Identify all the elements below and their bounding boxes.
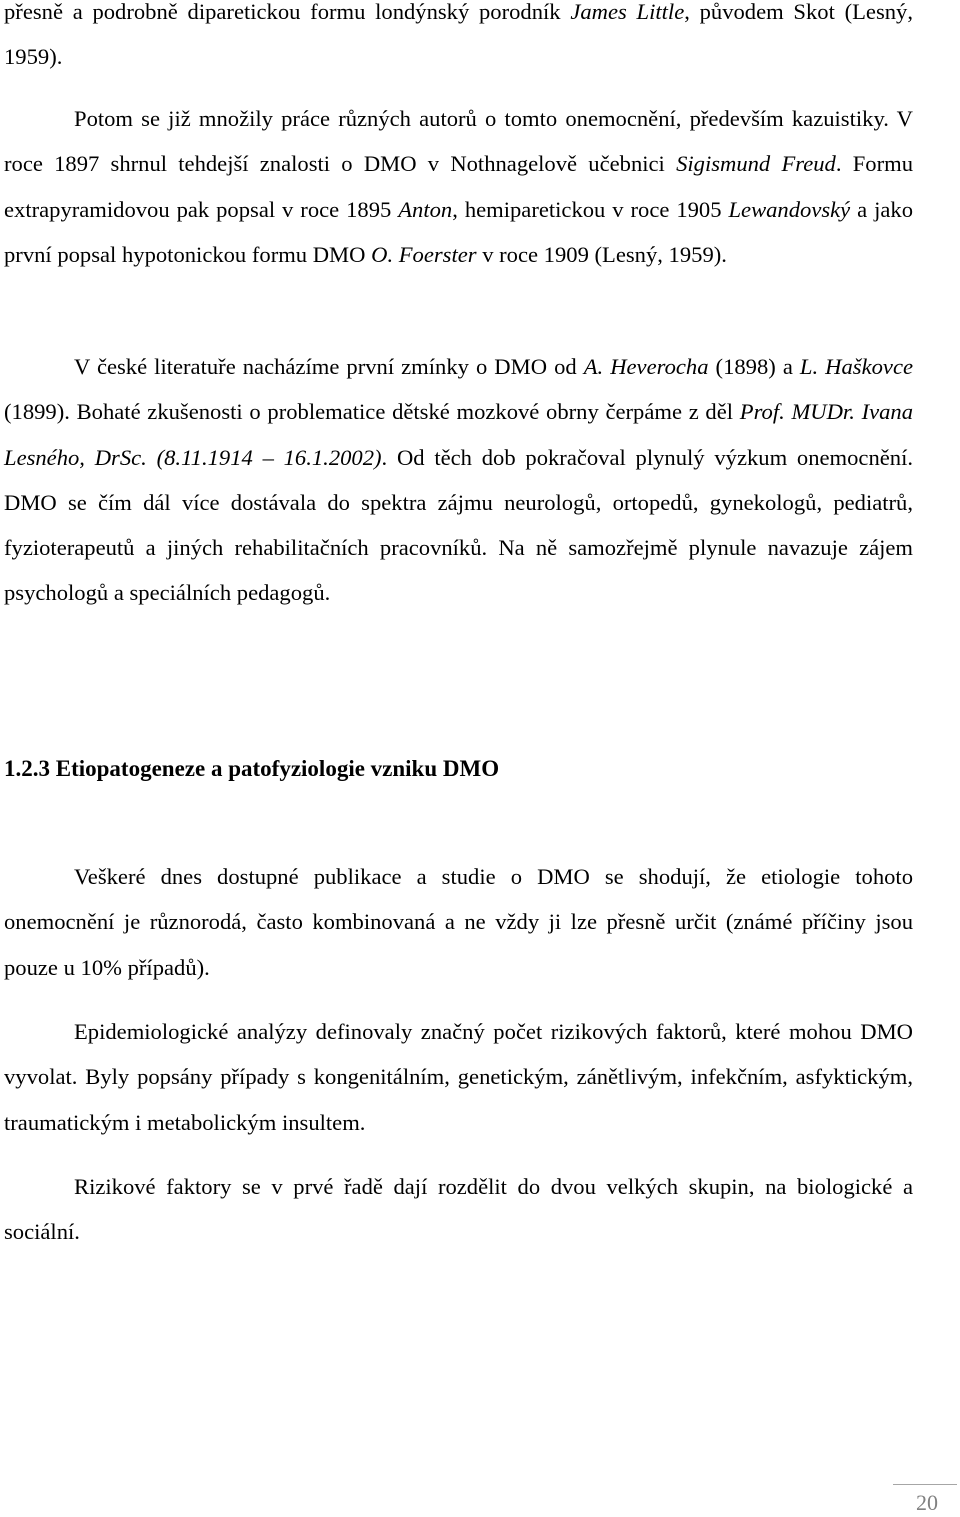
footer-divider	[893, 1484, 957, 1485]
paragraph-little-origin	[4, 0, 913, 80]
paragraph-czech-literature	[4, 344, 913, 616]
text-run: (1898) a	[708, 354, 800, 379]
section-heading: 1.2.3 Etiopatogeneze a patofyziologie vzniku DMO	[4, 756, 500, 781]
italic-text-run: Lewandovský	[728, 196, 851, 222]
italic-text-run: Sigismund Freud	[676, 151, 836, 177]
text-run: V české literatuře nacházíme první zmínky o DMO od	[74, 354, 584, 379]
text-run: přesně a podrobně diparetickou formu londýnský porodník	[4, 0, 571, 24]
text-run: Rizikové faktory se v prvé řadě dají rozdělit do dvou velkých skupin, na biologické a sociální.	[4, 1174, 913, 1245]
text-run: Epidemiologické analýzy definovaly značný počet rizikových faktorů, které mohou DMO vyvolat. Byly popsány případy s kongenitálním, genetickým, zánětlivým, infekčním, asfyktickým, traumatickým i metabolickým insultem.	[4, 1019, 913, 1135]
text-run: v roce 1909 (Lesný, 1959).	[476, 241, 727, 267]
text-run: Potom se již množily práce různých autorů o tomto onemocnění, především kazuistiky. V roce 1897 shrnul tehdejší znalosti o DMO v Nothnagelově učebnici	[4, 106, 913, 177]
page-number: 20	[916, 1490, 938, 1515]
text-run: (1899). Bohaté zkušenosti o problematice dětské mozkové obrny čerpáme z děl	[4, 399, 740, 425]
text-run: , původem Skot (Lesný, 1959).	[4, 0, 913, 70]
italic-text-run: L. Haškovce	[799, 354, 913, 379]
text-run: Veškeré dnes dostupné publikace a studie o DMO se shodují, že etiologie tohoto onemocnění je různorodá, často kombinovaná a ne vždy ji lze přesně určit (známé příčiny jsou pouze u 10% případů).	[4, 864, 913, 980]
italic-text-run: A. Heverocha	[583, 354, 709, 379]
italic-text-run: Prof. MUDr. Ivana Lesného, DrSc. (8.11.1914 – 16.1.2002)	[4, 399, 914, 470]
italic-text-run: Anton	[398, 196, 453, 222]
paragraph-epidemiology	[4, 1009, 913, 1145]
text-run: . Formu extrapyramidovou pak popsal v roce 1895	[4, 151, 913, 222]
text-run: a jako první popsal hypotonickou formu DMO	[4, 196, 914, 267]
italic-text-run: O. Foerster	[371, 241, 477, 267]
paragraph-risk-factors	[4, 1164, 913, 1255]
paragraph-etiology	[4, 854, 913, 990]
paragraph-history-authors	[4, 96, 913, 277]
text-run: . Od těch dob pokračoval plynulý výzkum onemocnění. DMO se čím dál více dostávala do spektra zájmu neurologů, ortopedů, gynekologů, pediatrů, fyzioterapeutů a jiných rehabilitačních pracovníků. Na ně samozřejmě plynule navazuje zájem psychologů a speciálních pedagogů.	[4, 444, 913, 606]
italic-text-run: James Little	[570, 0, 685, 24]
text-run: , hemiparetickou v roce 1905	[452, 196, 729, 222]
